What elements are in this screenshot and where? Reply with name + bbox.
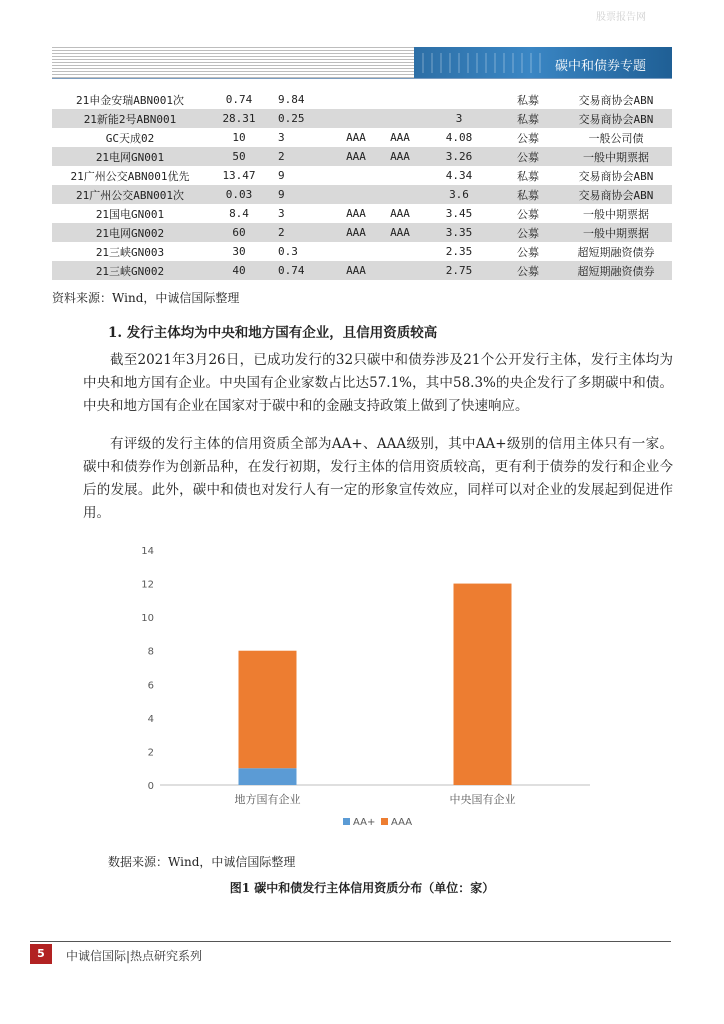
y-tick-label: 14 bbox=[141, 546, 154, 557]
table-cell-name: 21三峡GN003 bbox=[95, 245, 165, 259]
table-cell-amount: 0.74 bbox=[225, 93, 253, 106]
table-cell-rating2 bbox=[378, 166, 422, 185]
header-rule bbox=[52, 78, 672, 79]
y-tick-label: 8 bbox=[147, 646, 154, 658]
table-cell-name: 21三峡GN002 bbox=[52, 261, 208, 280]
table-cell-rate: 2.35 bbox=[445, 245, 473, 258]
y-tick-label: 0 bbox=[147, 781, 154, 792]
paragraph-2: 有评级的发行主体的信用资质全部为AA+、AAA级别，其中AA+级别的信用主体只有一家。碳中和债券作为创新品种，在发行初期，发行主体的信用资质较高，更有利于债券的发行和企业今后的发展。此外，碳中和债也对发行人有一定的形象宣传效应，同样可以对企业的发展起到促进作用。 bbox=[83, 436, 673, 521]
table-cell-rate: 3.35 bbox=[422, 223, 496, 242]
table-cell-rate: 3.45 bbox=[445, 207, 473, 220]
paragraph-1: 截至2021年3月26日，已成功发行的32只碳中和债券涉及21个公开发行主体，发行主体均为中央和地方国有企业。中央国有企业家数占比达57.1%，其中58.3%的央企发行了多期碳中和债。中央和地方国有企业在国家对于碳中和的金融支持政策上做到了快速响应。 bbox=[83, 352, 673, 414]
table-cell-rating1 bbox=[334, 166, 378, 185]
table-cell-rating2: AAA bbox=[390, 207, 410, 220]
table-cell-issue: 私募 bbox=[517, 169, 539, 183]
table-cell-type: 一般中期票据 bbox=[560, 223, 672, 242]
table-cell-issue: 公募 bbox=[496, 223, 560, 242]
table-cell-type: 一般中期票据 bbox=[560, 147, 672, 166]
table-cell-rating1: AAA bbox=[334, 261, 378, 280]
table-row bbox=[52, 147, 672, 166]
table-cell-name: 21广州公交ABN001优先 bbox=[70, 169, 190, 183]
table-cell-term: 9 bbox=[270, 185, 334, 204]
banner-title: 碳中和债券专题 bbox=[554, 59, 646, 74]
x-category-label: 中央国有企业 bbox=[449, 793, 516, 806]
table-cell-rate: 4.34 bbox=[445, 169, 473, 182]
watermark: 股票报告网 bbox=[596, 12, 646, 23]
table-cell-amount: 30 bbox=[232, 245, 246, 258]
table-row bbox=[52, 185, 672, 204]
table-cell-rate: 2.75 bbox=[422, 261, 496, 280]
table-cell-term: 3 bbox=[278, 131, 285, 144]
bond-table bbox=[52, 90, 672, 280]
footer-rule bbox=[30, 941, 671, 942]
table-cell-amount: 13.47 bbox=[222, 169, 256, 182]
table-cell-term: 9 bbox=[278, 169, 285, 182]
table-row bbox=[52, 90, 672, 109]
y-tick-label: 10 bbox=[141, 613, 154, 625]
table-row bbox=[52, 109, 672, 128]
table-cell-amount: 60 bbox=[208, 223, 270, 242]
table-cell-rating1 bbox=[334, 90, 378, 109]
table-cell-term: 0.3 bbox=[278, 245, 298, 258]
table-cell-rating2 bbox=[378, 90, 422, 109]
table-cell-rating1: AAA bbox=[346, 207, 366, 220]
table-cell-name: 21申金安瑞ABN001次 bbox=[76, 93, 184, 107]
table-cell-type: 超短期融资债券 bbox=[577, 245, 655, 259]
y-tick-label: 6 bbox=[147, 680, 154, 692]
figure-caption: 图1 碳中和债发行主体信用资质分布（单位：家） bbox=[229, 881, 495, 895]
table-cell-issue: 私募 bbox=[496, 109, 560, 128]
table-cell-rating1 bbox=[334, 185, 378, 204]
table-cell-type: 超短期融资债券 bbox=[560, 261, 672, 280]
chart-svg bbox=[128, 540, 608, 840]
table-cell-rating1: AAA bbox=[346, 131, 366, 144]
bar-aa-plus bbox=[239, 768, 297, 785]
table-cell-rating1: AAA bbox=[334, 147, 378, 166]
table-cell-amount: 10 bbox=[232, 131, 246, 144]
table-cell-type: 交易商协会ABN bbox=[578, 93, 654, 107]
legend-label: AA+ bbox=[353, 817, 376, 828]
table-cell-amount: 50 bbox=[208, 147, 270, 166]
table-cell-rating2: AAA bbox=[378, 147, 422, 166]
table-cell-issue: 公募 bbox=[517, 245, 539, 259]
y-tick-label: 2 bbox=[147, 747, 154, 759]
table-cell-rating2 bbox=[378, 242, 422, 261]
table-row bbox=[52, 128, 672, 147]
header-stripes bbox=[52, 47, 414, 78]
page-header bbox=[52, 47, 672, 78]
table-cell-rating1 bbox=[334, 109, 378, 128]
table-cell-rating2 bbox=[378, 261, 422, 280]
table-cell-name: 21电网GN002 bbox=[52, 223, 208, 242]
table-cell-rating2: AAA bbox=[390, 131, 410, 144]
table-cell-rate: 3.6 bbox=[422, 185, 496, 204]
legend-label: AAA bbox=[391, 817, 413, 828]
table-row bbox=[52, 204, 672, 223]
issuer-rating-chart bbox=[128, 540, 608, 840]
table-cell-term: 9.84 bbox=[278, 93, 305, 106]
chart-source-note: 数据来源：Wind，中诚信国际整理 bbox=[108, 855, 296, 869]
table-cell-rating1 bbox=[334, 242, 378, 261]
table-cell-term: 2 bbox=[270, 147, 334, 166]
table-cell-rate: 3 bbox=[422, 109, 496, 128]
table-row bbox=[52, 261, 672, 280]
page-number: 5 bbox=[30, 944, 52, 964]
y-tick-label: 4 bbox=[147, 713, 154, 725]
table-cell-issue: 公募 bbox=[496, 147, 560, 166]
table-cell-amount: 0.03 bbox=[208, 185, 270, 204]
table-cell-issue: 公募 bbox=[496, 261, 560, 280]
table-cell-term: 3 bbox=[278, 207, 285, 220]
legend-swatch bbox=[343, 818, 350, 825]
table-cell-type: 交易商协会ABN bbox=[560, 109, 672, 128]
bar-aaa bbox=[454, 584, 512, 785]
table-cell-issue: 私募 bbox=[496, 185, 560, 204]
table-cell-name: 21广州公交ABN001次 bbox=[52, 185, 208, 204]
table-cell-amount: 8.4 bbox=[229, 207, 249, 220]
table-cell-issue: 私募 bbox=[517, 93, 539, 107]
banner-decoration bbox=[422, 53, 542, 73]
table-cell-rate: 4.08 bbox=[445, 131, 473, 144]
table-cell-type: 一般公司债 bbox=[588, 131, 644, 145]
table-cell-rate bbox=[422, 90, 496, 109]
table-cell-rate: 3.26 bbox=[422, 147, 496, 166]
table-cell-amount: 28.31 bbox=[208, 109, 270, 128]
table-cell-amount: 40 bbox=[208, 261, 270, 280]
table-cell-rating1: AAA bbox=[334, 223, 378, 242]
section-heading: 1. 发行主体均为中央和地方国有企业，且信用资质较高 bbox=[108, 325, 438, 341]
table-cell-rating2: AAA bbox=[378, 223, 422, 242]
table-cell-term: 0.74 bbox=[270, 261, 334, 280]
table-cell-rating2 bbox=[378, 109, 422, 128]
table-cell-name: 21电网GN001 bbox=[52, 147, 208, 166]
footer-text: 中诚信国际|热点研究系列 bbox=[66, 949, 203, 963]
table-row bbox=[52, 166, 672, 185]
table-cell-type: 交易商协会ABN bbox=[560, 185, 672, 204]
table-cell-rating2 bbox=[378, 185, 422, 204]
table-row bbox=[52, 242, 672, 261]
y-tick-label: 12 bbox=[141, 579, 154, 591]
table-cell-issue: 公募 bbox=[517, 131, 539, 145]
table-cell-type: 交易商协会ABN bbox=[578, 169, 654, 183]
table-source-note: 资料来源：Wind，中诚信国际整理 bbox=[52, 291, 240, 305]
table-row bbox=[52, 223, 672, 242]
table-cell-issue: 公募 bbox=[517, 207, 539, 221]
table-cell-name: 21国电GN001 bbox=[95, 207, 165, 221]
table-cell-type: 一般中期票据 bbox=[583, 207, 649, 221]
table-cell-term: 0.25 bbox=[270, 109, 334, 128]
legend-swatch bbox=[381, 818, 388, 825]
table-cell-name: GC天成02 bbox=[105, 131, 155, 145]
table-cell-term: 2 bbox=[270, 223, 334, 242]
x-category-label: 地方国有企业 bbox=[234, 793, 301, 806]
bar-aaa bbox=[239, 651, 297, 769]
header-banner bbox=[414, 47, 672, 78]
table-cell-name: 21新能2号ABN001 bbox=[52, 109, 208, 128]
